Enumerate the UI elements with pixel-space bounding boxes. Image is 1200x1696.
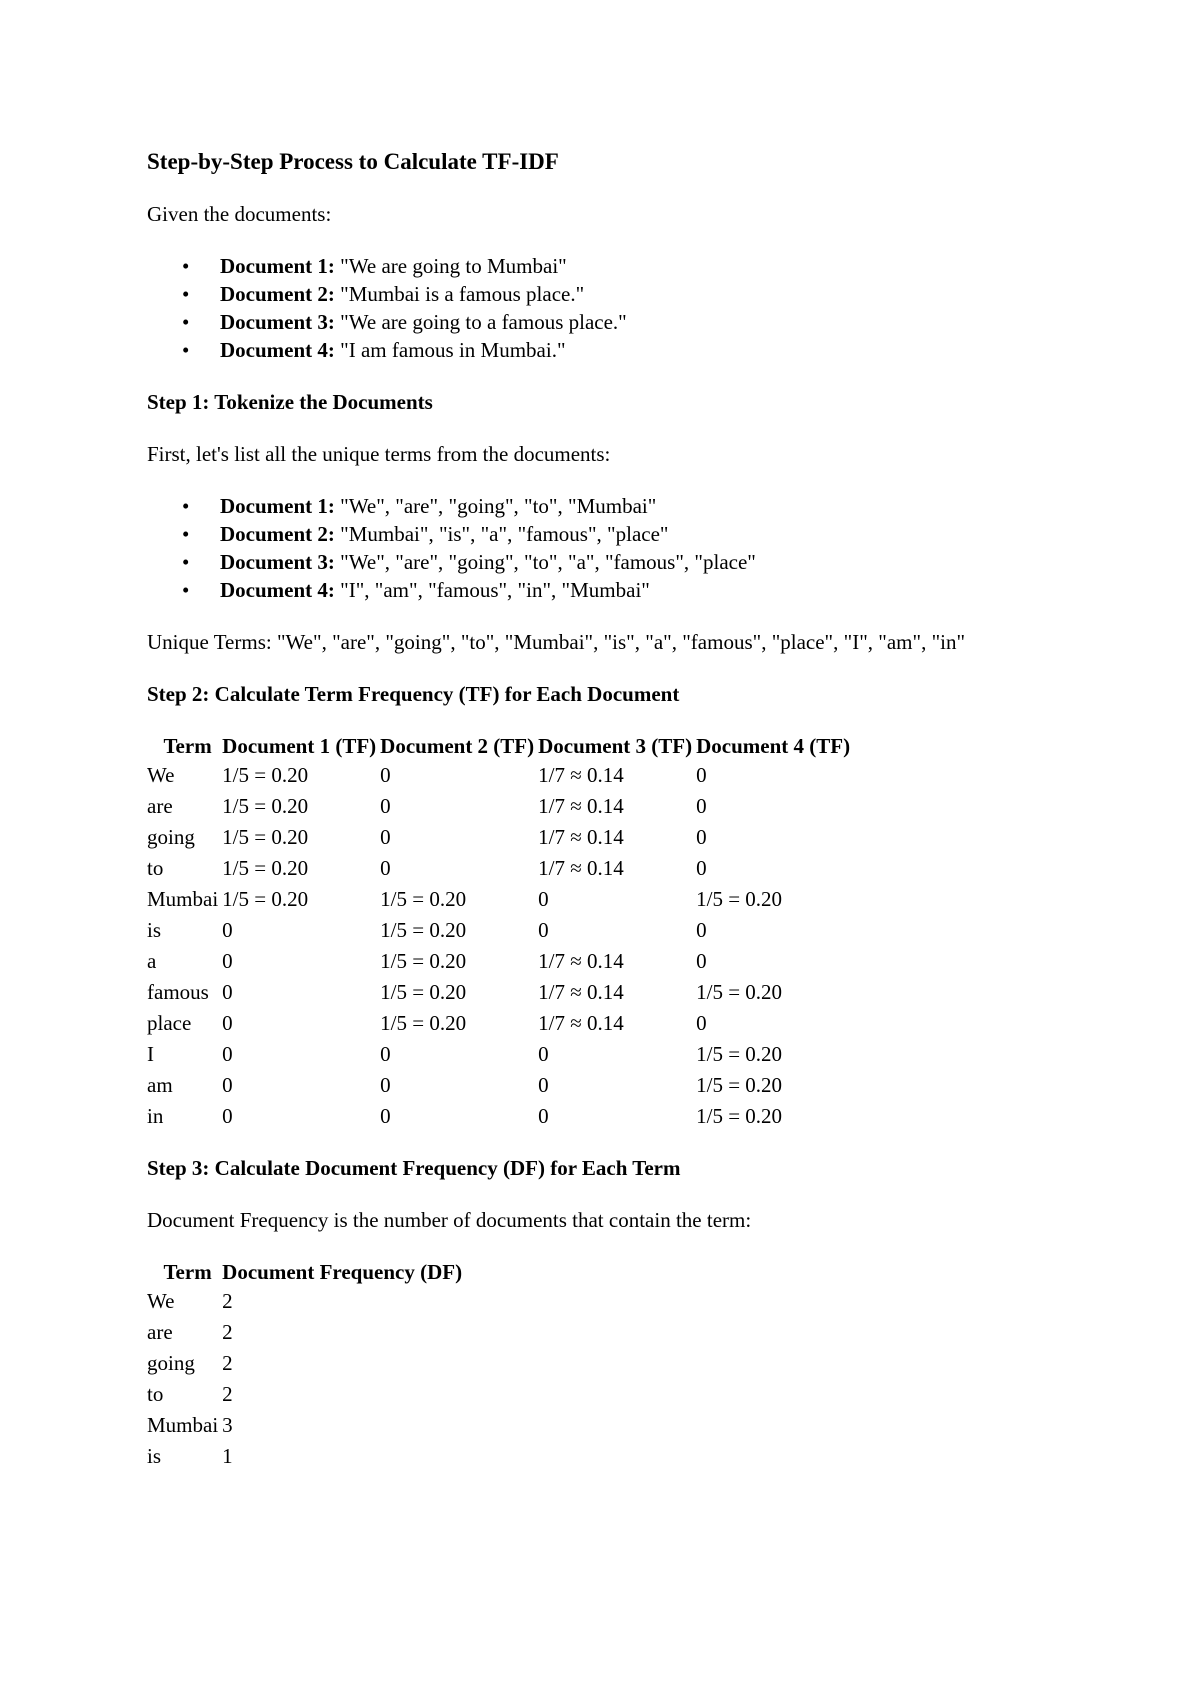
table-row	[147, 915, 854, 946]
list-item	[220, 548, 1087, 576]
table-row	[147, 884, 854, 915]
list-item	[220, 520, 1087, 548]
value-cell: 0	[696, 794, 707, 818]
value-cell: 1/7 ≈ 0.14	[538, 949, 624, 973]
document-page	[147, 136, 1087, 1472]
value-cell: 0	[696, 918, 707, 942]
value-cell: 0	[538, 1073, 549, 1097]
page-title: Step-by-Step Process to Calculate TF-IDF	[147, 149, 559, 174]
value-cell: 0	[538, 1042, 549, 1066]
column-header: Term	[163, 1260, 212, 1284]
term-cell: We	[147, 1289, 175, 1313]
table-row	[147, 822, 854, 853]
list-item-label: Document 1:	[220, 494, 335, 518]
value-cell: 0	[222, 1011, 233, 1035]
term-cell: I	[147, 1042, 154, 1066]
term-cell: going	[147, 1351, 195, 1375]
table-row	[147, 1348, 466, 1379]
value-cell: 0	[222, 1042, 233, 1066]
term-cell: am	[147, 1073, 173, 1097]
list-item-label: Document 4:	[220, 338, 335, 362]
value-cell: 0	[222, 980, 233, 1004]
value-cell: 1/7 ≈ 0.14	[538, 980, 624, 1004]
term-cell: in	[147, 1104, 164, 1128]
list-item	[220, 576, 1087, 604]
value-cell: 1/7 ≈ 0.14	[538, 1011, 624, 1035]
term-cell: place	[147, 1011, 192, 1035]
value-cell: 1/5 = 0.20	[696, 1104, 783, 1128]
value-cell: 1	[222, 1444, 233, 1468]
list-item-text: "I", "am", "famous", "in", "Mumbai"	[340, 578, 650, 602]
term-cell: Mumbai	[147, 887, 219, 911]
value-cell: 0	[696, 856, 707, 880]
value-cell: 0	[538, 1104, 549, 1128]
value-cell: 1/5 = 0.20	[380, 980, 467, 1004]
value-cell: 0	[380, 1104, 391, 1128]
value-cell: 0	[222, 949, 233, 973]
value-cell: 0	[696, 1011, 707, 1035]
table-row	[147, 1379, 466, 1410]
value-cell: 1/5 = 0.20	[222, 794, 309, 818]
value-cell: 0	[222, 1073, 233, 1097]
column-header: Term	[163, 734, 212, 758]
term-cell: are	[147, 794, 173, 818]
documents-list	[147, 252, 1087, 364]
table-row	[147, 946, 854, 977]
value-cell: 1/5 = 0.20	[696, 980, 783, 1004]
value-cell: 1/5 = 0.20	[696, 1073, 783, 1097]
table-row	[147, 1441, 466, 1472]
table-header-row	[147, 1258, 466, 1286]
value-cell: 1/5 = 0.20	[222, 887, 309, 911]
value-cell: 0	[538, 887, 549, 911]
column-header: Document 3 (TF)	[538, 734, 693, 758]
column-header: Document 1 (TF)	[222, 734, 377, 758]
term-cell: are	[147, 1320, 173, 1344]
table-row	[147, 1317, 466, 1348]
list-item-text: "We", "are", "going", "to", "a", "famous", "place"	[340, 550, 756, 574]
step2-heading: Step 2: Calculate Term Frequency (TF) for Each Document	[147, 682, 680, 706]
term-cell: is	[147, 1444, 162, 1468]
table-row	[147, 977, 854, 1008]
value-cell: 1/5 = 0.20	[696, 1042, 783, 1066]
term-cell: to	[147, 856, 164, 880]
value-cell: 0	[538, 918, 549, 942]
list-item-text: "Mumbai is a famous place."	[340, 282, 585, 306]
value-cell: 2	[222, 1351, 233, 1375]
list-item-label: Document 4:	[220, 578, 335, 602]
table-header-row	[147, 732, 854, 760]
list-item-text: "We are going to a famous place."	[340, 310, 627, 334]
list-item	[220, 492, 1087, 520]
list-item	[220, 308, 1087, 336]
table-row	[147, 1070, 854, 1101]
list-item-text: "I am famous in Mumbai."	[340, 338, 566, 362]
column-header: Document 2 (TF)	[380, 734, 535, 758]
column-header: Document Frequency (DF)	[222, 1260, 463, 1284]
list-item	[220, 280, 1087, 308]
tokens-list	[147, 492, 1087, 604]
value-cell: 0	[696, 763, 707, 787]
step3-intro: Document Frequency is the number of documents that contain the term:	[147, 1208, 752, 1232]
table-row	[147, 1286, 466, 1317]
value-cell: 3	[222, 1413, 233, 1437]
term-cell: a	[147, 949, 157, 973]
value-cell: 0	[222, 1104, 233, 1128]
value-cell: 1/5 = 0.20	[222, 825, 309, 849]
value-cell: 1/7 ≈ 0.14	[538, 763, 624, 787]
term-cell: Mumbai	[147, 1413, 219, 1437]
table-row	[147, 1039, 854, 1070]
df-table-body	[147, 1286, 466, 1472]
intro-text: Given the documents:	[147, 202, 332, 226]
value-cell: 0	[380, 856, 391, 880]
list-item-text: "We are going to Mumbai"	[340, 254, 567, 278]
value-cell: 1/7 ≈ 0.14	[538, 856, 624, 880]
list-item	[220, 336, 1087, 364]
value-cell: 1/5 = 0.20	[380, 887, 467, 911]
step3-heading: Step 3: Calculate Document Frequency (DF) for Each Term	[147, 1156, 681, 1180]
table-row	[147, 1410, 466, 1441]
table-row	[147, 1008, 854, 1039]
term-cell: going	[147, 825, 195, 849]
value-cell: 1/5 = 0.20	[696, 887, 783, 911]
list-item-label: Document 2:	[220, 282, 335, 306]
value-cell: 0	[380, 794, 391, 818]
value-cell: 0	[696, 949, 707, 973]
value-cell: 0	[380, 763, 391, 787]
df-table	[147, 1258, 466, 1472]
value-cell: 1/5 = 0.20	[380, 918, 467, 942]
column-header: Document 4 (TF)	[696, 734, 851, 758]
value-cell: 1/5 = 0.20	[380, 949, 467, 973]
value-cell: 1/5 = 0.20	[222, 856, 309, 880]
list-item-label: Document 2:	[220, 522, 335, 546]
value-cell: 1/7 ≈ 0.14	[538, 794, 624, 818]
value-cell: 2	[222, 1289, 233, 1313]
list-item-label: Document 1:	[220, 254, 335, 278]
table-row	[147, 1101, 854, 1132]
list-item-label: Document 3:	[220, 310, 335, 334]
value-cell: 1/7 ≈ 0.14	[538, 825, 624, 849]
tf-table-body	[147, 760, 854, 1132]
value-cell: 0	[380, 1042, 391, 1066]
value-cell: 2	[222, 1382, 233, 1406]
list-item-label: Document 3:	[220, 550, 335, 574]
value-cell: 1/5 = 0.20	[222, 763, 309, 787]
tf-table	[147, 732, 854, 1132]
value-cell: 1/5 = 0.20	[380, 1011, 467, 1035]
step1-intro: First, let's list all the unique terms from the documents:	[147, 442, 611, 466]
list-item-text: "Mumbai", "is", "a", "famous", "place"	[340, 522, 669, 546]
unique-terms-text: Unique Terms: "We", "are", "going", "to", "Mumbai", "is", "a", "famous", "place", "I", "am", "in"	[147, 630, 966, 654]
term-cell: is	[147, 918, 162, 942]
table-row	[147, 791, 854, 822]
value-cell: 0	[380, 825, 391, 849]
value-cell: 0	[696, 825, 707, 849]
term-cell: famous	[147, 980, 209, 1004]
list-item	[220, 252, 1087, 280]
value-cell: 2	[222, 1320, 233, 1344]
table-row	[147, 853, 854, 884]
list-item-text: "We", "are", "going", "to", "Mumbai"	[340, 494, 657, 518]
step1-heading: Step 1: Tokenize the Documents	[147, 390, 433, 414]
value-cell: 0	[380, 1073, 391, 1097]
table-row	[147, 760, 854, 791]
term-cell: to	[147, 1382, 164, 1406]
term-cell: We	[147, 763, 175, 787]
value-cell: 0	[222, 918, 233, 942]
